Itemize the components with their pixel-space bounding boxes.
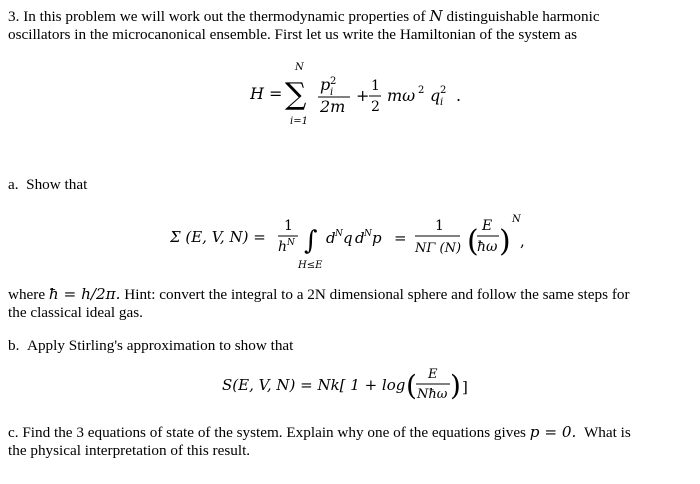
svg-text:N: N [364,229,372,239]
integral-limit: H≤E [298,260,323,271]
right-paren: ) [499,224,511,259]
q-symbol: q [430,86,441,105]
entropy-numerator: E [428,367,438,382]
part-a-where-line2: the classical ideal gas. [8,304,143,321]
problem-intro-line1: 3. In this problem we will work out the thermodynamic properties of N distinguishable harmonic [8,7,600,25]
entropy-right-paren: ) [450,369,461,402]
plus-sign: + [356,86,370,105]
hamiltonian-period: . [456,86,462,105]
sigma-lhs: Σ (E, V, N) = [170,228,266,246]
part-c-line2: the physical interpretation of this result. [8,442,251,459]
svg-text:q: q [343,229,353,247]
equals-sign: = [394,229,407,247]
rhs-numerator: 1 [435,218,444,234]
part-b-heading [8,336,293,356]
power-N: N [512,214,521,225]
part-a-text: Show that [26,176,88,193]
prefactor-numerator: 1 [284,218,293,234]
svg-text:d: d [355,229,365,247]
momentum-index: i [330,87,334,98]
svg-text:N: N [335,229,343,239]
entropy-equation [222,360,482,410]
prefactor-exponent: N [287,238,295,248]
entropy-denominator: Nħω [417,387,448,402]
part-c-label: c. [8,424,19,441]
part-b-text: Apply Stirling's approximation to show that [26,337,294,354]
entropy-close-bracket: ] [462,378,468,396]
part-c-line1: c. Find the 3 equations of state of the system. Explain why one of the equations gives p = 0. What is [8,423,631,441]
part-a-where-line1: where ħ = h/2π. Hint: convert the integral to a 2N dimensional sphere and follow the same steps for [8,285,630,303]
svg-text:p: p [372,229,382,247]
prefactor-denominator: h [278,239,288,255]
left-paren: ( [467,224,479,259]
part-a-label: a. [8,176,19,193]
momentum-symbol: p [320,75,331,94]
integral-sign: ∫ [304,226,318,256]
integrand-dq: d [326,229,336,247]
omega-exponent: 2 [418,85,425,96]
sum-upper-limit: N [295,62,304,73]
entropy-left-paren: ( [406,369,417,402]
paren-numerator: E [482,218,493,234]
half-numerator: 1 [371,78,380,94]
sum-lower-limit: i=1 [290,116,308,127]
problem-intro-line2: oscillators in the microcanonical ensemble. First let us write the Hamiltonian of the system as [8,26,577,43]
half-denominator: 2 [371,99,380,115]
trailing-comma: , [520,232,525,250]
m-omega: mω [387,86,416,105]
partition-equation [170,206,540,276]
part-a-heading [8,175,87,195]
part-b-label: b. [8,337,20,354]
paren-denominator: ħω [477,239,498,255]
hamiltonian-equation [250,56,470,136]
momentum-exponent: 2 [330,76,337,87]
entropy-lhs: S(E, V, N) = Nk[ 1 + log [222,376,406,394]
rhs-denominator: NΓ (N) [415,241,462,256]
problem-number: 3. [8,8,20,25]
mass-denominator: 2m [320,97,346,116]
sum-sign: ∑ [285,77,307,112]
hamiltonian-lhs: H = [250,84,283,103]
q-exponent: 2 [440,85,447,96]
q-index: i [440,97,444,108]
